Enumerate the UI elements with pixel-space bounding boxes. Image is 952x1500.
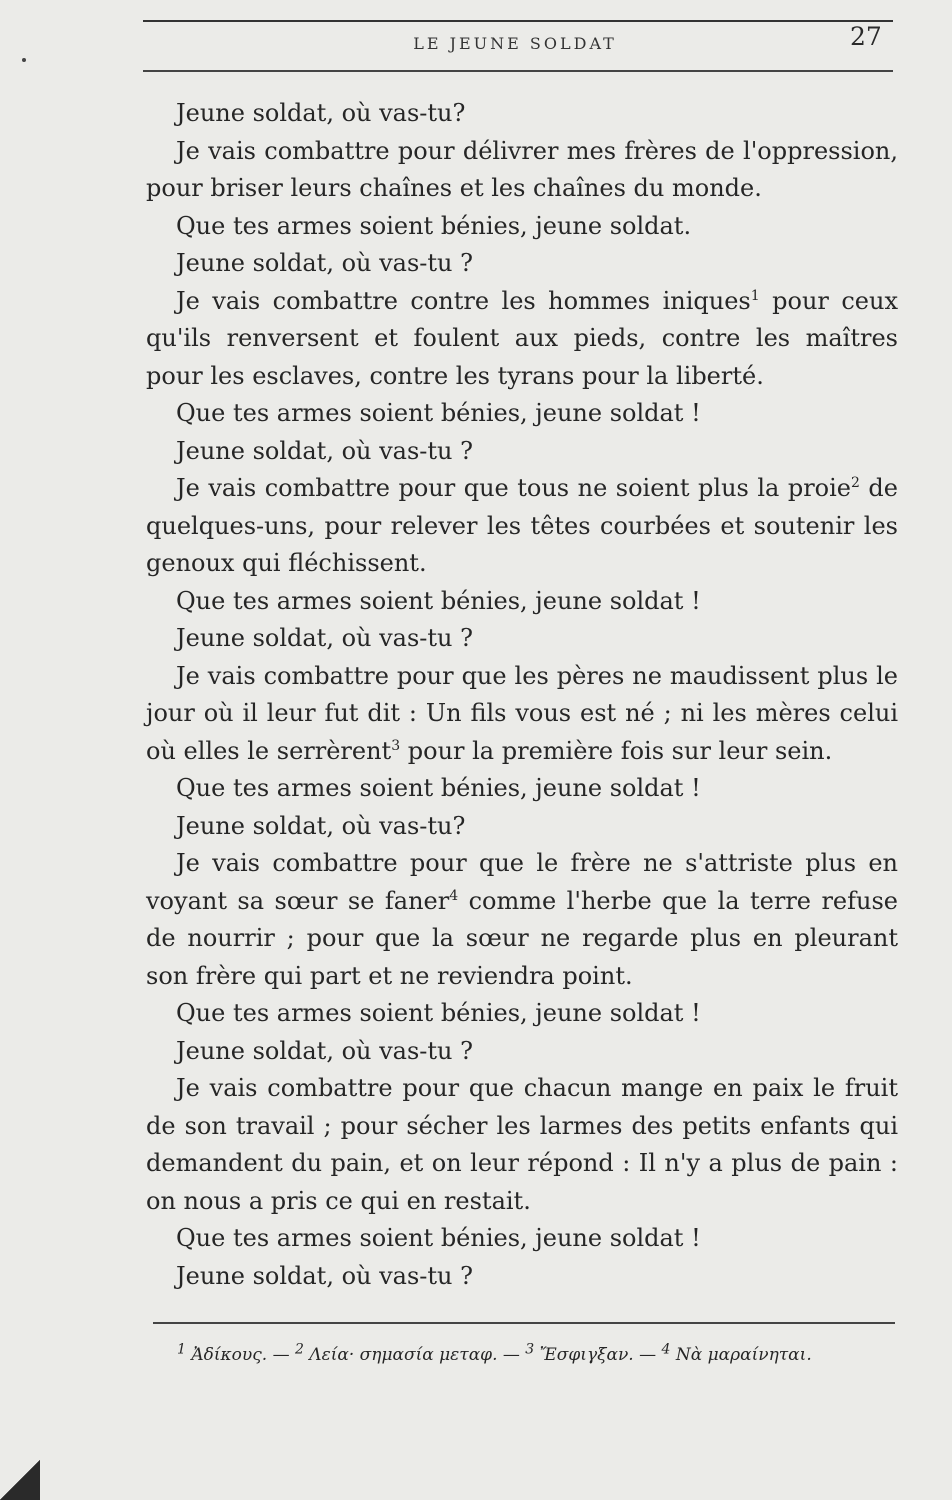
footnote-ref: 4 [449, 887, 459, 904]
blessing-line: Que tes armes soient bénies, jeune soldat ! [176, 399, 701, 427]
answer-text: Je vais combattre pour que les pères ne maudissent plus le jour où il leur fut dit : Un fils vous est né ; ni les mères celui où elles le serrèrent [146, 661, 898, 765]
question-line: Jeune soldat, où vas-tu ? [176, 436, 474, 465]
question-line: Jeune soldat, où vas-tu? [176, 811, 466, 840]
poem-body [146, 95, 898, 1295]
answer-text: pour ceux qu'ils renversent et foulent aux pieds, contre les maîtres pour les esclaves, contre les tyrans pour la liberté. [146, 286, 898, 390]
answer-paragraph [146, 658, 898, 771]
blessing-line: Que tes armes soient bénies, jeune soldat. [176, 211, 692, 240]
footnote-mark: 1 [177, 1341, 186, 1358]
answer-paragraph: Je vais combattre pour délivrer mes frères de l'oppression, pour briser leurs chaînes et les chaînes du monde. [146, 136, 898, 202]
question-line: Jeune soldat, où vas-tu ? [176, 249, 474, 277]
header-rule [143, 70, 893, 72]
page-corner-shadow [0, 1460, 40, 1500]
blessing-line: Que tes armes soient bénies, jeune soldat ! [176, 586, 701, 615]
footnote-ref: 1 [750, 287, 760, 304]
footnote-ref: 3 [391, 737, 401, 754]
running-title: LE JEUNE SOLDAT [413, 34, 617, 53]
footnote-text: Λεία· σημασία μεταφ. [309, 1345, 498, 1365]
page-number: 27 [850, 22, 882, 51]
blessing-line: Que tes armes soient bénies, jeune soldat ! [176, 999, 701, 1027]
answer-paragraph [146, 470, 898, 583]
footnote-rule [153, 1322, 895, 1324]
answer-text: Je vais combattre pour que le frère ne s'attriste plus en voyant sa sœur se faner [146, 849, 898, 915]
blessing-line: Que tes armes soient bénies, jeune soldat ! [176, 774, 701, 802]
answer-paragraph [146, 845, 898, 995]
question-line: Jeune soldat, où vas-tu ? [176, 1261, 474, 1290]
ink-speck [22, 58, 26, 62]
footnote-separator: — [272, 1345, 290, 1365]
answer-text: de quelques-uns, pour relever les têtes courbées et soutenir les genoux qui fléchissent. [146, 474, 898, 577]
question-line: Jeune soldat, où vas-tu ? [176, 624, 474, 652]
footnote-text: Νὰ μαραίνηται. [675, 1345, 812, 1365]
footnote-mark: 2 [294, 1341, 304, 1358]
question-line: Jeune soldat, où vas-tu? [176, 99, 466, 127]
footnote-text: Ἀδίκους. [191, 1345, 268, 1365]
footnote-separator: — [502, 1345, 520, 1365]
footnote-mark: 3 [525, 1341, 535, 1358]
answer-paragraph: Je vais combattre pour que chacun mange en paix le fruit de son travail ; pour sécher les larmes des petits enfants qui demandent du pain, et on leur répond : Il n'y a plus de pain : on nous a pris ce qui en restait. [146, 1074, 898, 1215]
answer-text: Je vais combattre pour que tous ne soient plus la proie [176, 474, 851, 502]
footnote-ref: 2 [851, 475, 860, 491]
footnote-separator: — [639, 1345, 657, 1365]
answer-paragraph [146, 283, 898, 396]
answer-text: comme l'herbe que la terre refuse de nourrir ; pour que la sœur ne regarde plus en pleurant son frère qui part et ne reviendra point. [146, 886, 898, 990]
top-rule [143, 20, 893, 22]
footnotes [155, 1340, 895, 1370]
blessing-line: Que tes armes soient bénies, jeune soldat ! [176, 1224, 701, 1252]
question-line: Jeune soldat, où vas-tu ? [176, 1036, 474, 1065]
answer-text: pour la première fois sur leur sein. [400, 736, 833, 765]
answer-text: Je vais combattre contre les hommes iniques [176, 286, 751, 315]
footnote-text: Ἔσφιγξαν. [539, 1345, 634, 1365]
footnote-mark: 4 [661, 1341, 671, 1358]
